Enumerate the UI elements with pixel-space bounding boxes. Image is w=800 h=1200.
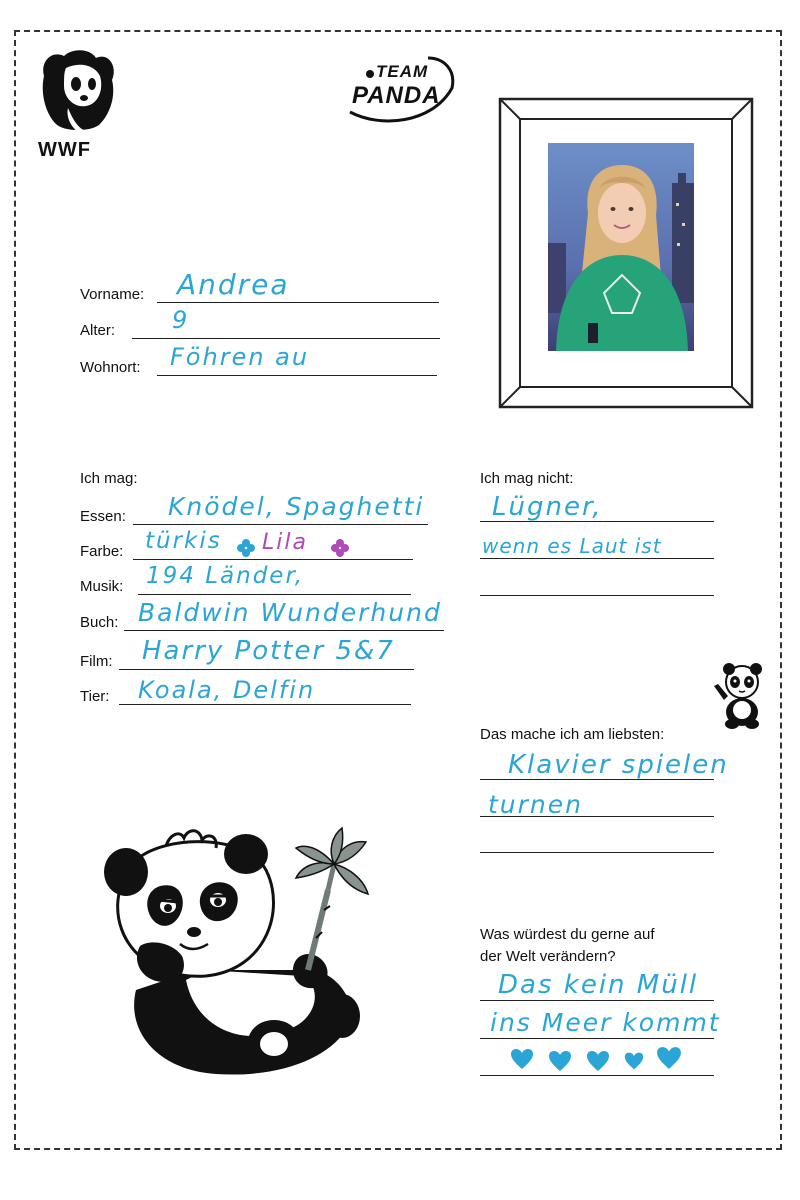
film-label: Film: xyxy=(80,653,113,670)
change-line-3 xyxy=(480,1075,714,1076)
alter-label: Alter: xyxy=(80,322,116,339)
farbe-line xyxy=(133,559,413,560)
change-heading-2: der Welt verändern? xyxy=(480,948,616,965)
profile-photo xyxy=(548,143,694,351)
buch-line xyxy=(124,630,444,631)
musik-label: Musik: xyxy=(80,578,124,595)
alter-line xyxy=(132,338,440,339)
vorname-value: Andrea xyxy=(177,268,290,301)
favorite-value-2: turnen xyxy=(488,790,583,819)
turquoise-flower-icon xyxy=(236,538,256,558)
heart-icon xyxy=(548,1050,572,1072)
farbe-label: Farbe: xyxy=(80,543,124,560)
heart-icon xyxy=(586,1050,610,1072)
wohnort-line xyxy=(157,375,437,376)
heart-icon xyxy=(510,1048,534,1070)
change-line-1 xyxy=(480,1000,714,1001)
favorite-heading: Das mache ich am liebsten: xyxy=(480,726,665,743)
favorite-value-1: Klavier spielen xyxy=(508,750,729,780)
heart-icon xyxy=(656,1046,682,1070)
buch-value: Baldwin Wunderhund xyxy=(138,598,442,627)
buch-label: Buch: xyxy=(80,614,119,631)
change-value-1: Das kein Müll xyxy=(498,970,699,1000)
dislikes-line-3 xyxy=(480,595,714,596)
heart-icon xyxy=(624,1051,644,1071)
vorname-line xyxy=(157,302,439,303)
wwf-panda-icon xyxy=(38,46,118,134)
dislikes-value-2: wenn es Laut ist xyxy=(482,534,662,558)
tier-label: Tier: xyxy=(80,688,110,705)
team-panda-line2: PANDA xyxy=(352,82,441,109)
film-value: Harry Potter 5&7 xyxy=(142,636,395,666)
photo-frame xyxy=(498,97,754,409)
film-line xyxy=(119,669,414,670)
alter-value: 9 xyxy=(172,306,190,334)
change-heading-1: Was würdest du gerne auf xyxy=(480,926,655,943)
team-panda-line1: TEAM xyxy=(376,62,429,81)
team-panda-logo xyxy=(340,50,460,130)
dislikes-line-2 xyxy=(480,558,714,559)
wwf-wordmark: WWF xyxy=(38,139,91,161)
likes-heading: Ich mag: xyxy=(80,470,138,487)
favorite-line-3 xyxy=(480,852,714,853)
wwf-logo xyxy=(38,46,118,161)
dislikes-heading: Ich mag nicht: xyxy=(480,470,574,487)
wohnort-label: Wohnort: xyxy=(80,359,141,376)
change-line-2 xyxy=(480,1038,714,1039)
essen-line xyxy=(133,524,428,525)
farbe-value-1: türkis xyxy=(145,528,222,554)
musik-value: 194 Länder, xyxy=(146,563,305,589)
musik-line xyxy=(138,594,411,595)
vorname-label: Vorname: xyxy=(80,286,145,303)
hearts-row xyxy=(510,1046,690,1074)
purple-flower-icon xyxy=(330,538,350,558)
wohnort-value: Föhren au xyxy=(170,343,310,371)
change-value-2: ins Meer kommt xyxy=(490,1008,721,1037)
small-panda-icon xyxy=(710,660,770,730)
essen-value: Knödel, Spaghetti xyxy=(168,492,425,521)
dislikes-value-1: Lügner, xyxy=(492,492,603,522)
farbe-value-2: Lila xyxy=(262,530,308,555)
essen-label: Essen: xyxy=(80,508,126,525)
tier-value: Koala, Delfin xyxy=(138,676,316,704)
panda-illustration xyxy=(96,820,386,1090)
tier-line xyxy=(119,704,411,705)
